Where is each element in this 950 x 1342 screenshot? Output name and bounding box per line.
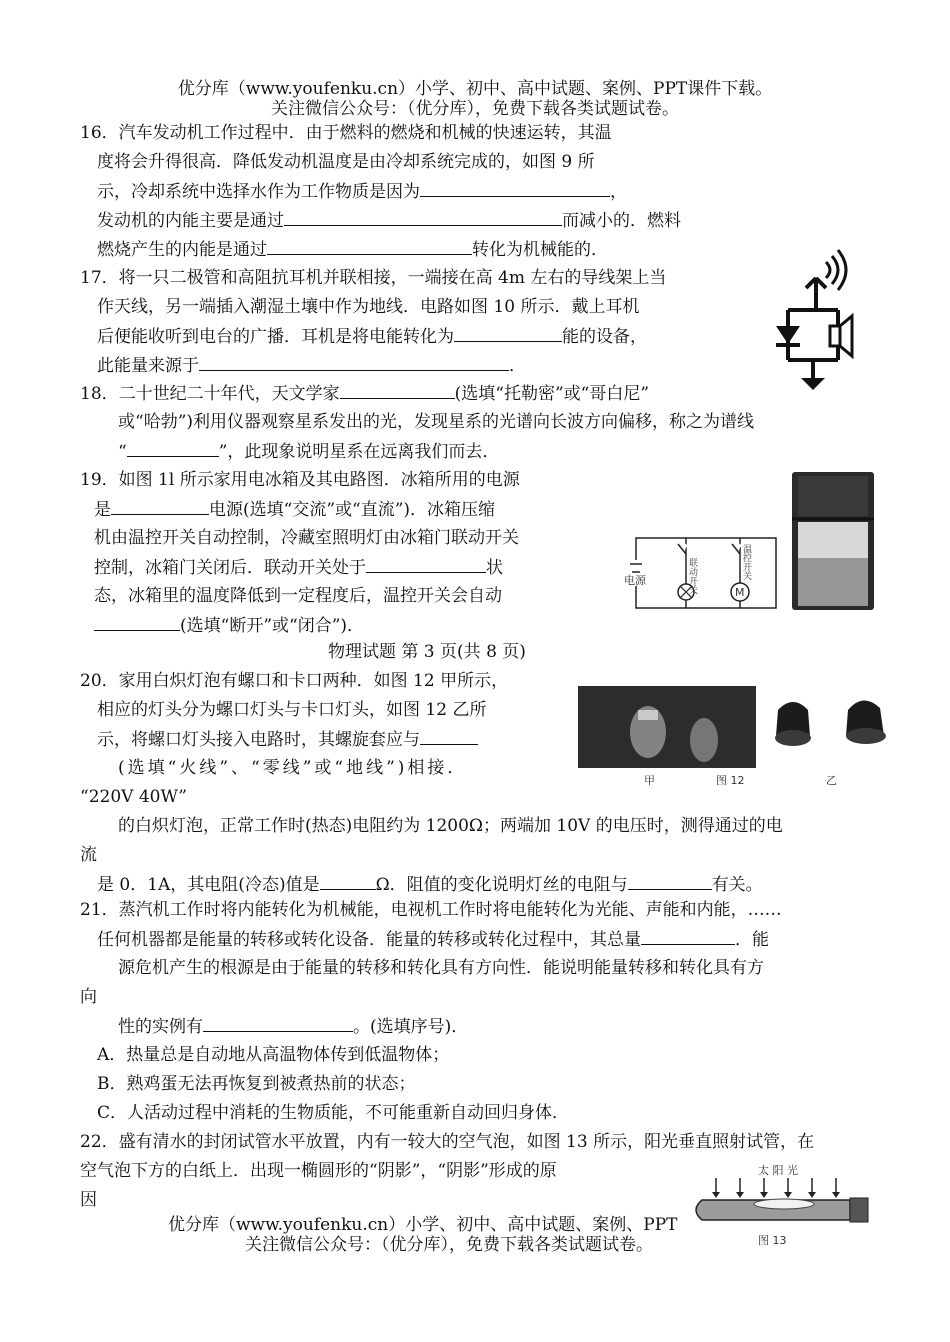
q21-line-3: 源危机产生的根源是由于能量的转移和转化具有方向性．能说明能量转移和转化具有方 <box>118 958 764 978</box>
answer-blank[interactable] <box>420 180 610 197</box>
q21-line-2: 任何机器都是能量的转移或转化设备．能量的转移或转化过程中，其总量 ．能 <box>97 930 769 950</box>
door-switch-label: 联动开关 <box>687 558 697 594</box>
q16-line-1: 16．汽车发动机工作过程中．由于燃料的燃烧和机械的快速运转，其温 <box>80 123 612 143</box>
answer-blank[interactable] <box>366 556 486 573</box>
fig13-caption: 图 13 <box>758 1234 787 1247</box>
q20-line-6: 的白炽灯泡，正常工作时(热态)电阻约为 1200Ω；两端加 10V 的电压时，测得通过的电 <box>118 816 783 836</box>
q20-line-2: 相应的灯头分为螺口灯头与卡口灯头，如图 12 乙所 <box>97 700 487 720</box>
answer-blank[interactable] <box>454 325 562 342</box>
q22-line-3: 因 <box>80 1190 97 1210</box>
q20-line-8: 是 0．1A，其电阻(冷态)值是 Ω．阻值的变化说明灯丝的电阻与 有关。 <box>97 875 763 895</box>
q19-line-5: 态，冰箱里的温度降低到一定程度后，温控开关会自动 <box>94 586 502 606</box>
answer-blank[interactable] <box>641 928 735 945</box>
q19-line-6: (选填“断开”或“闭合”)． <box>94 614 364 637</box>
q19-line-1: 19．如图 1l 所示家用电冰箱及其电路图．冰箱所用的电源 <box>80 470 520 490</box>
q21-line-5: 性的实例有 。(选填序号)． <box>118 1017 469 1037</box>
figure-11-fridge-photo <box>788 468 878 614</box>
q21-option-c: C．人活动过程中消耗的生物质能，不可能重新自动回归身体． <box>97 1103 570 1123</box>
footer-line-1: 优分库（www.youfenku.cn）小学、初中、高中试题、案例、PPT <box>168 1215 678 1235</box>
footer-line-2: 关注微信公众号：（优分库），免费下载各类试题试卷。 <box>245 1235 653 1255</box>
figure-10-diode-circuit <box>768 248 868 398</box>
answer-blank[interactable] <box>199 354 509 371</box>
page-number: 物理试题 第 3 页(共 8 页) <box>328 642 526 662</box>
power-label: 电源 <box>624 574 646 587</box>
answer-blank[interactable] <box>320 873 376 890</box>
q21-option-b: B．熟鸡蛋无法再恢复到被煮热前的状态； <box>97 1074 416 1094</box>
answer-blank[interactable] <box>203 1015 353 1032</box>
header-line-2: 关注微信公众号：（优分库），免费下载各类试题试卷。 <box>271 99 679 119</box>
answer-blank[interactable] <box>284 209 562 226</box>
answer-blank[interactable] <box>127 440 219 457</box>
fig12-caption: 图 12 <box>716 774 745 787</box>
answer-blank[interactable] <box>267 238 472 255</box>
q19-line-4: 控制，冰箱门关闭后．联动开关处于 状 <box>94 558 503 578</box>
q21-line-1: 21．蒸汽机工作时将内能转化为机械能，电视机工作时将电能转化为光能、声能和内能，…… <box>80 900 782 920</box>
q18-line-1: 18．二十世纪二十年代，天文学家 (选填“托勒密”或“哥白尼” <box>80 384 650 404</box>
q22-line-1: 22．盛有清水的封闭试管水平放置，内有一较大的空气泡，如图 13 所示，阳光垂直照射试管，在 <box>80 1132 815 1152</box>
q16-line-3: 示，冷却系统中选择水作为工作物质是因为 ， <box>97 182 627 202</box>
answer-blank[interactable] <box>111 498 209 515</box>
q16-line-5: 燃烧产生的内能是通过 转化为机械能的． <box>97 240 608 260</box>
figure-11-fridge-circuit <box>622 530 782 615</box>
q17-line-4: 此能量来源于 ． <box>97 356 526 376</box>
q19-line-3: 机由温控开关自动控制，冷藏室照明灯由冰箱门联动开关 <box>94 528 519 548</box>
q17-line-3: 后便能收听到电台的广播．耳机是将电能转化为 能的设备， <box>97 327 647 347</box>
q18-line-3: “ ”，此现象说明星系在远离我们而去． <box>118 442 500 462</box>
q20-line-1: 20．家用白炽灯泡有螺口和卡口两种．如图 12 甲所示， <box>80 671 509 691</box>
q20-line-4: (选填“火线”、“零线”或“地线”)相接． <box>118 758 468 778</box>
sunlight-label: 太 阳 光 <box>758 1164 798 1177</box>
thermo-switch-label: 温控开关 <box>741 544 751 580</box>
q17-line-1: 17．将一只二极管和高阻抗耳机并联相接，一端接在高 4m 左右的导线架上当 <box>80 268 667 288</box>
header-line-1: 优分库（www.youfenku.cn）小学、初中、高中试题、案例、PPT课件下载。 <box>177 79 773 99</box>
q20-line-5: “220V 40W” <box>80 787 187 807</box>
figure-12-lamp-holders <box>578 680 888 792</box>
q16-line-4: 发动机的内能主要是通过 而减小的．燃料 <box>97 211 681 231</box>
figure-13-test-tube <box>688 1162 874 1252</box>
answer-blank[interactable] <box>94 614 180 631</box>
q18-line-2: 或“哈勃”)利用仪器观察星系发出的光，发现星系的光谱向长波方向偏移，称之为谱线 <box>118 412 755 432</box>
answer-blank[interactable] <box>628 873 712 890</box>
q20-line-7: 流 <box>80 845 97 865</box>
q16-line-2: 度将会升得很高．降低发动机温度是由冷却系统完成的，如图 9 所 <box>97 152 595 172</box>
yi-label: 乙 <box>826 774 837 787</box>
q21-option-a: A．热量总是自动地从高温物体传到低温物体； <box>97 1045 450 1065</box>
ground-icon <box>801 378 825 390</box>
q22-line-2: 空气泡下方的白纸上．出现一椭圆形的“阴影”，“阴影”形成的原 <box>80 1161 557 1181</box>
answer-blank[interactable] <box>420 728 478 745</box>
earphone-icon <box>840 316 852 356</box>
motor-label: M <box>735 586 745 599</box>
q17-line-2: 作天线，另一端插入潮湿土壤中作为地线．电路如图 10 所示．戴上耳机 <box>97 297 640 317</box>
q19-line-2: 是 电源(选填“交流”或“直流”)．冰箱压缩 <box>94 500 496 520</box>
q21-line-4: 向 <box>80 987 97 1007</box>
answer-blank[interactable] <box>340 382 455 399</box>
jia-label: 甲 <box>644 774 655 787</box>
q20-line-3: 示，将螺口灯头接入电路时，其螺旋套应与 <box>97 728 478 751</box>
diode-icon <box>776 326 800 344</box>
